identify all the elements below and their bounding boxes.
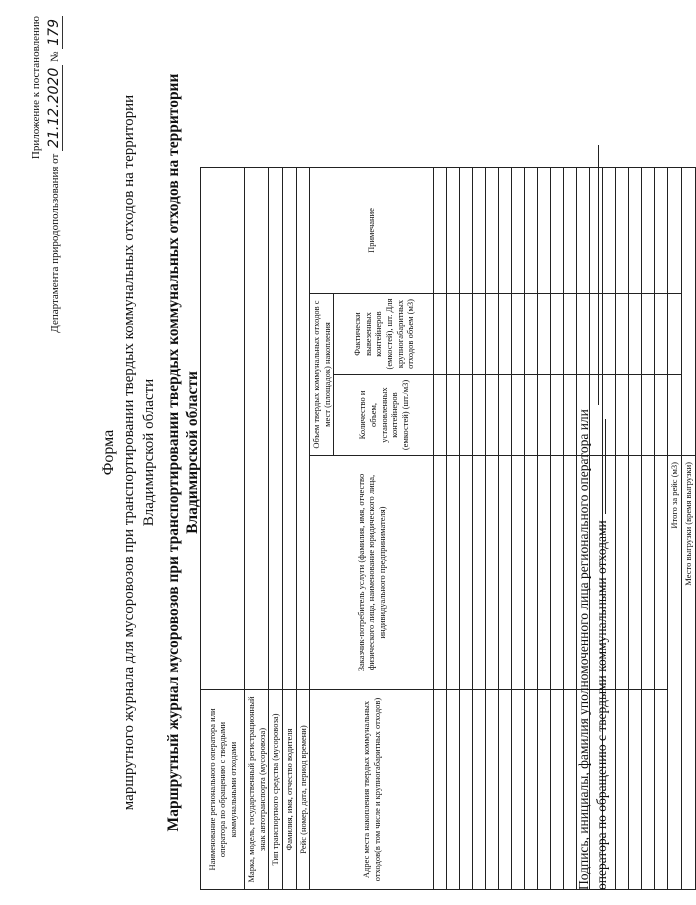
cell[interactable] xyxy=(486,294,499,375)
cell[interactable] xyxy=(642,294,655,375)
cell[interactable] xyxy=(473,456,486,690)
driver-value[interactable] xyxy=(282,168,296,690)
journal-title-2: Владимирской области xyxy=(184,371,201,534)
driver-label: Фамилия, имя, отчество водителя xyxy=(282,690,296,890)
cell[interactable] xyxy=(642,168,655,294)
cell[interactable] xyxy=(642,690,655,890)
cell[interactable] xyxy=(434,168,447,294)
total-label: Итого за рейс (м3) xyxy=(668,456,682,890)
cell[interactable] xyxy=(564,375,577,456)
signature-line-2 xyxy=(594,419,610,890)
cell[interactable] xyxy=(538,294,551,375)
annex-number-label: № xyxy=(49,51,61,62)
cell[interactable] xyxy=(460,294,473,375)
cell[interactable] xyxy=(525,294,538,375)
cell[interactable] xyxy=(512,456,525,690)
table-row xyxy=(486,168,499,890)
cell[interactable] xyxy=(590,294,603,375)
cell[interactable] xyxy=(499,168,512,294)
cell[interactable] xyxy=(577,168,590,294)
form-subtitle-1: маршрутного журнала для мусоровозов при транспортировании твердых коммунальных отходов на территории xyxy=(121,94,137,811)
row-header-1 xyxy=(310,168,334,890)
cell[interactable] xyxy=(603,294,616,375)
cell[interactable] xyxy=(551,456,564,690)
unload-label: Место выгрузки (время выгрузки) xyxy=(682,456,696,890)
cell[interactable] xyxy=(655,456,668,690)
cell[interactable] xyxy=(577,294,590,375)
col-volume-header: Объем твердых коммунальных отходов с мест (площадок) накопления xyxy=(310,294,334,456)
cell[interactable] xyxy=(564,294,577,375)
cell[interactable] xyxy=(486,690,499,890)
cell[interactable] xyxy=(447,168,460,294)
cell[interactable] xyxy=(603,168,616,294)
cell[interactable] xyxy=(460,456,473,690)
cell[interactable] xyxy=(564,690,577,890)
annex-line-1: Приложение к постановлению xyxy=(30,16,42,160)
table-row xyxy=(642,168,655,890)
row-driver xyxy=(282,168,296,890)
vehicle-model-label: Марка, модель, государственный регистрационный знак автотранспорта (мусоровоза) xyxy=(245,690,269,890)
operator-name-label: Наименование регионального оператора или оператора по обращению с твердыми коммунальными отходами xyxy=(201,690,245,890)
cell[interactable] xyxy=(629,690,642,890)
trip-label: Рейс (номер, дата, период времени) xyxy=(296,690,310,890)
cell[interactable] xyxy=(473,168,486,294)
cell[interactable] xyxy=(655,690,668,890)
cell[interactable] xyxy=(538,375,551,456)
cell[interactable] xyxy=(447,690,460,890)
vehicle-model-value[interactable] xyxy=(245,168,269,690)
cell[interactable] xyxy=(590,168,603,294)
form-title: Форма xyxy=(100,429,117,476)
cell[interactable] xyxy=(616,168,629,294)
row-total xyxy=(668,168,682,890)
form-subtitle-2: Владимирской области xyxy=(141,378,157,527)
cell[interactable] xyxy=(447,375,460,456)
cell[interactable] xyxy=(434,690,447,890)
col-address-header: Адрес места накопления твердых коммунальных отходов(в том числе и крупногабаритных отходов) xyxy=(310,690,434,890)
row-operator xyxy=(201,168,245,890)
total-actual-value[interactable] xyxy=(668,294,682,375)
cell[interactable] xyxy=(486,375,499,456)
cell[interactable] xyxy=(473,294,486,375)
col-actual-header: Фактически вывезенных контейнеров (емкостей), шт. Для крупногабаритных отходов объем (м3) xyxy=(334,294,434,375)
table-row xyxy=(629,168,642,890)
signature-line-1: Подпись, инициалы, фамилия уполномоченного лица регионального оператора или xyxy=(576,409,591,890)
cell[interactable] xyxy=(434,375,447,456)
cell[interactable] xyxy=(551,375,564,456)
cell[interactable] xyxy=(616,690,629,890)
cell[interactable] xyxy=(525,168,538,294)
table-row xyxy=(525,168,538,890)
table-row xyxy=(538,168,551,890)
journal-table xyxy=(200,167,696,890)
cell[interactable] xyxy=(538,168,551,294)
cell[interactable] xyxy=(512,375,525,456)
table-row xyxy=(473,168,486,890)
cell[interactable] xyxy=(499,375,512,456)
row-vehicle-model xyxy=(245,168,269,890)
signature-blank[interactable] xyxy=(605,419,606,514)
col-qty-header: Количество и объем, установленных контейнеров (емкостей) (шт./м3) xyxy=(334,375,434,456)
cell[interactable] xyxy=(447,294,460,375)
vehicle-type-value[interactable] xyxy=(269,168,283,690)
cell[interactable] xyxy=(486,168,499,294)
col-customer-header: Заказчик-потребитель услуги (фамилия, имя, отчество физического лица, наименование юридического лица, индивидуального предпринимателя) xyxy=(310,456,434,690)
table-row xyxy=(499,168,512,890)
operator-name-value[interactable] xyxy=(201,168,245,690)
table-row xyxy=(616,168,629,890)
cell[interactable] xyxy=(538,456,551,690)
table-row xyxy=(434,168,447,890)
cell[interactable] xyxy=(642,375,655,456)
cell[interactable] xyxy=(655,375,668,456)
signature-long-line xyxy=(598,145,599,405)
cell[interactable] xyxy=(629,168,642,294)
cell[interactable] xyxy=(473,690,486,890)
cell[interactable] xyxy=(512,690,525,890)
signature-text-2: оператора по обращению с твердыми коммунальными отходами xyxy=(594,520,609,890)
total-note-value[interactable] xyxy=(668,168,682,294)
total-qty-value[interactable] xyxy=(668,375,682,456)
cell[interactable] xyxy=(629,456,642,690)
cell[interactable] xyxy=(447,456,460,690)
cell[interactable] xyxy=(434,456,447,690)
cell[interactable] xyxy=(616,375,629,456)
cell[interactable] xyxy=(486,456,499,690)
table-row xyxy=(551,168,564,890)
cell[interactable] xyxy=(499,294,512,375)
annex-line-2 xyxy=(46,16,62,333)
table-row xyxy=(564,168,577,890)
cell[interactable] xyxy=(551,168,564,294)
cell[interactable] xyxy=(473,375,486,456)
row-vehicle-type xyxy=(269,168,283,890)
cell[interactable] xyxy=(564,168,577,294)
cell[interactable] xyxy=(655,294,668,375)
cell[interactable] xyxy=(538,690,551,890)
cell[interactable] xyxy=(499,690,512,890)
cell[interactable] xyxy=(629,294,642,375)
cell[interactable] xyxy=(460,375,473,456)
vehicle-type-label: Тип транспортного средства (мусоровоза) xyxy=(269,690,283,890)
table-row xyxy=(447,168,460,890)
unload-value[interactable] xyxy=(682,168,696,456)
cell[interactable] xyxy=(525,375,538,456)
cell[interactable] xyxy=(551,690,564,890)
cell[interactable] xyxy=(525,690,538,890)
cell[interactable] xyxy=(512,294,525,375)
table-row xyxy=(460,168,473,890)
cell[interactable] xyxy=(564,456,577,690)
table-row xyxy=(512,168,525,890)
journal-title-1: Маршрутный журнал мусоровозов при транспортировании твердых коммунальных отходов на территории xyxy=(165,73,182,832)
cell[interactable] xyxy=(616,456,629,690)
row-trip xyxy=(296,168,310,890)
col-note-header: Примечание xyxy=(310,168,434,294)
cell[interactable] xyxy=(460,690,473,890)
cell[interactable] xyxy=(525,456,538,690)
cell[interactable] xyxy=(642,456,655,690)
cell[interactable] xyxy=(655,168,668,294)
annex-number-handwritten: 179 xyxy=(46,16,63,49)
cell[interactable] xyxy=(460,168,473,294)
cell[interactable] xyxy=(499,456,512,690)
trip-value[interactable] xyxy=(296,168,310,690)
annex-date-handwritten: 21.12.2020 xyxy=(46,65,63,151)
cell[interactable] xyxy=(629,375,642,456)
annex-prefix: Департамента природопользования от xyxy=(49,153,61,333)
cell[interactable] xyxy=(434,294,447,375)
table-row xyxy=(655,168,668,890)
cell[interactable] xyxy=(551,294,564,375)
cell[interactable] xyxy=(616,294,629,375)
row-unload xyxy=(682,168,696,890)
cell[interactable] xyxy=(512,168,525,294)
